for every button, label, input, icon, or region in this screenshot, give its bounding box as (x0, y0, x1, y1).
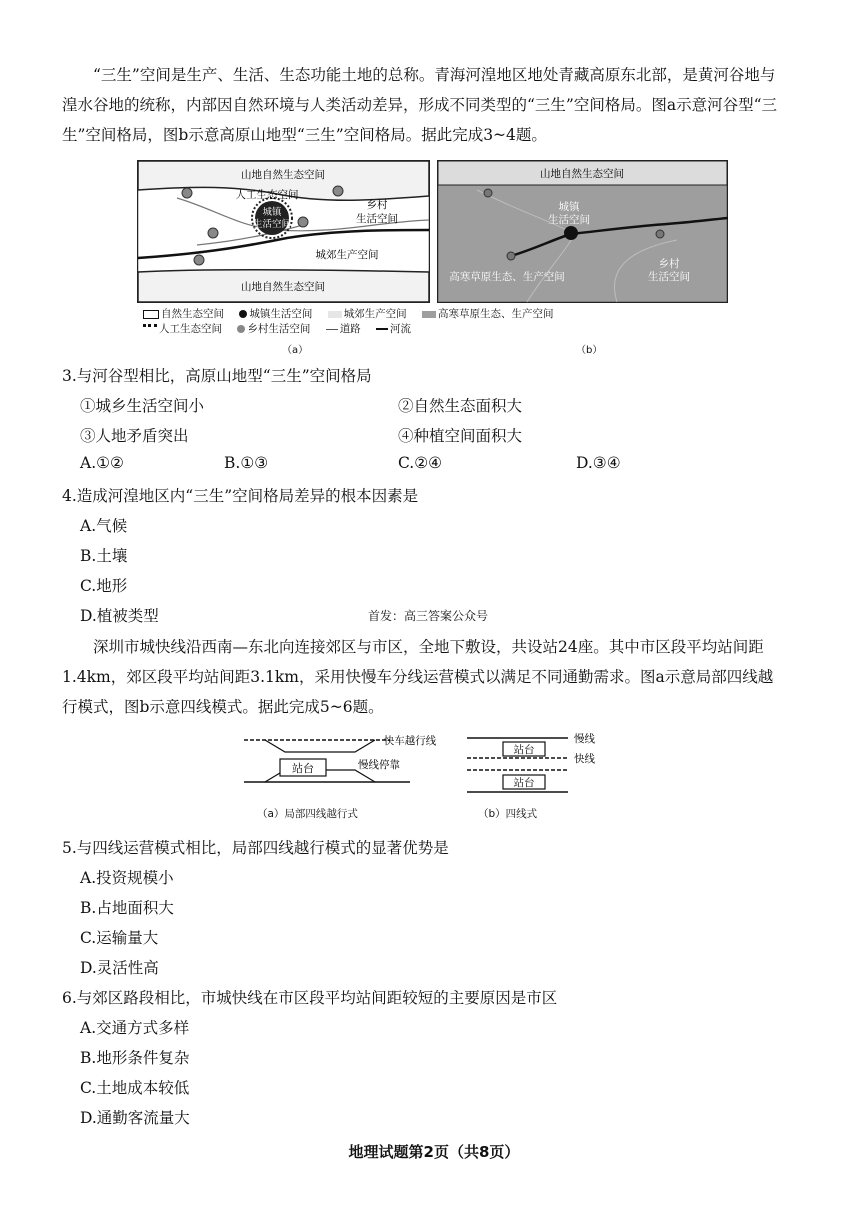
q3-option-4: ④种植空间面积大 (398, 427, 523, 445)
intro-paragraph-1: “三生”空间是生产、生活、生态功能土地的总称。青海河湟地区地处青藏高原东北部，是黄河谷地与湟水谷地的统称，内部因自然环境与人类活动差异，形成不同类型的“三生”空间格局。图a示意河谷型“三生”空间格局，图b示意高原山地型“三生”空间格局。据此完成3~4题。 (62, 66, 778, 144)
figure-a-caption: （a） (282, 345, 309, 356)
fig2b-platform-2: 站台 (513, 777, 535, 789)
fig-a-artificial-label: 人工生态空间 (235, 189, 299, 201)
q5-choice-b: B.占地面积大 (80, 899, 174, 917)
intro-paragraph-2: 深圳市城快线沿西南—东北向连接郊区与市区，全地下敷设，共设站24座。其中市区段平均站间距1.4km，郊区段平均站间距3.1km，采用快慢车分线运营模式以满足不同通勤需求。图a示意局部四线越行模式，图b示意四线模式。据此完成5~6题。 (62, 638, 774, 716)
fig2b-fast-label: 快线 (574, 753, 595, 765)
fig-a-bottom-label: 山地自然生态空间 (241, 281, 325, 293)
q6-choice-b: B.地形条件复杂 (80, 1049, 190, 1067)
q3-option-2: ②自然生态面积大 (398, 397, 523, 415)
fig-a-town-label-2: 生活空间 (252, 219, 292, 230)
fig-a-village-label: 乡村 (366, 199, 388, 211)
fig-a-top-label: 山地自然生态空间 (241, 169, 325, 181)
fig2a-slow-label: 慢线停靠 (358, 759, 400, 771)
legend-suburb: 城郊生产空间 (328, 306, 413, 321)
q4-choice-d: D.植被类型 (80, 607, 159, 625)
legend-village: 乡村生活空间 (237, 321, 316, 336)
q3-option-1: ①城乡生活空间小 (80, 397, 205, 415)
q3-choice-c: C.②④ (398, 454, 443, 472)
legend-grassland: 高寒草原生态、生产空间 (422, 306, 560, 321)
q4-choice-a: A.气候 (80, 517, 128, 535)
fig2a-platform-label: 站台 (292, 762, 314, 775)
fig-b-village-label: 乡村 (658, 258, 680, 270)
fig2b-platform-1: 站台 (513, 744, 535, 756)
q5-choice-a: A.投资规模小 (80, 869, 174, 887)
figure-legend (143, 306, 603, 336)
fig-b-town-label: 城镇 (558, 201, 580, 213)
figure-2b-caption: （b）四线式 (478, 808, 538, 820)
figure-2b-four-line (463, 730, 613, 798)
legend-road: 道路 (326, 321, 367, 336)
fig2a-express-label: 快车越行线 (383, 735, 437, 747)
legend-town: 城镇生活空间 (239, 306, 318, 321)
fig-a-town-label: 城镇 (262, 207, 282, 218)
fig-b-grass-label: 高寒草原生态、生产空间 (449, 271, 565, 283)
page-footer: 地理试题第2页（共8页） (348, 1143, 520, 1161)
q4-stem: 4.造成河湟地区内“三生”空间格局差异的根本因素是 (62, 487, 419, 505)
q5-choice-c: C.运输量大 (80, 929, 159, 947)
q6-choice-d: D.通勤客流量大 (80, 1109, 190, 1127)
q3-choice-b: B.①③ (224, 454, 269, 472)
q5-choice-d: D.灵活性高 (80, 959, 159, 977)
figure-2a-partial-four-line (240, 730, 440, 790)
figure-b-caption: （b） (576, 345, 603, 356)
q4-choice-b: B.土壤 (80, 547, 128, 565)
q3-stem: 3.与河谷型相比，高原山地型“三生”空间格局 (62, 367, 372, 385)
figure-2a-caption: （a）局部四线越行式 (257, 808, 358, 820)
q3-option-3: ③人地矛盾突出 (80, 427, 189, 445)
q6-choice-c: C.土地成本较低 (80, 1079, 190, 1097)
fig-b-town-label-2: 生活空间 (548, 214, 590, 226)
fig-b-top-label: 山地自然生态空间 (540, 168, 624, 180)
q6-choice-a: A.交通方式多样 (80, 1019, 190, 1037)
q6-stem: 6.与郊区路段相比，市城快线在市区段平均站间距较短的主要原因是市区 (62, 989, 558, 1007)
legend-natural: 自然生态空间 (143, 306, 230, 321)
fig-a-village-label-2: 生活空间 (356, 213, 398, 225)
fig-a-suburb-label: 城郊生产空间 (315, 249, 379, 261)
figure-a-valley (137, 160, 430, 303)
watermark-text: 首发：高三答案公众号 (368, 609, 489, 623)
q3-choice-a: A.①② (80, 454, 124, 472)
q5-stem: 5.与四线运营模式相比，局部四线越行模式的显著优势是 (62, 839, 449, 857)
legend-river: 河流 (376, 321, 417, 336)
fig-b-village-label-2: 生活空间 (648, 271, 690, 283)
legend-artificial: 人工生态空间 (143, 321, 228, 336)
figure-b-plateau (437, 160, 728, 303)
q4-choice-c: C.地形 (80, 577, 128, 595)
fig2b-slow-label: 慢线 (574, 733, 595, 745)
q3-choice-d: D.③④ (576, 454, 621, 472)
